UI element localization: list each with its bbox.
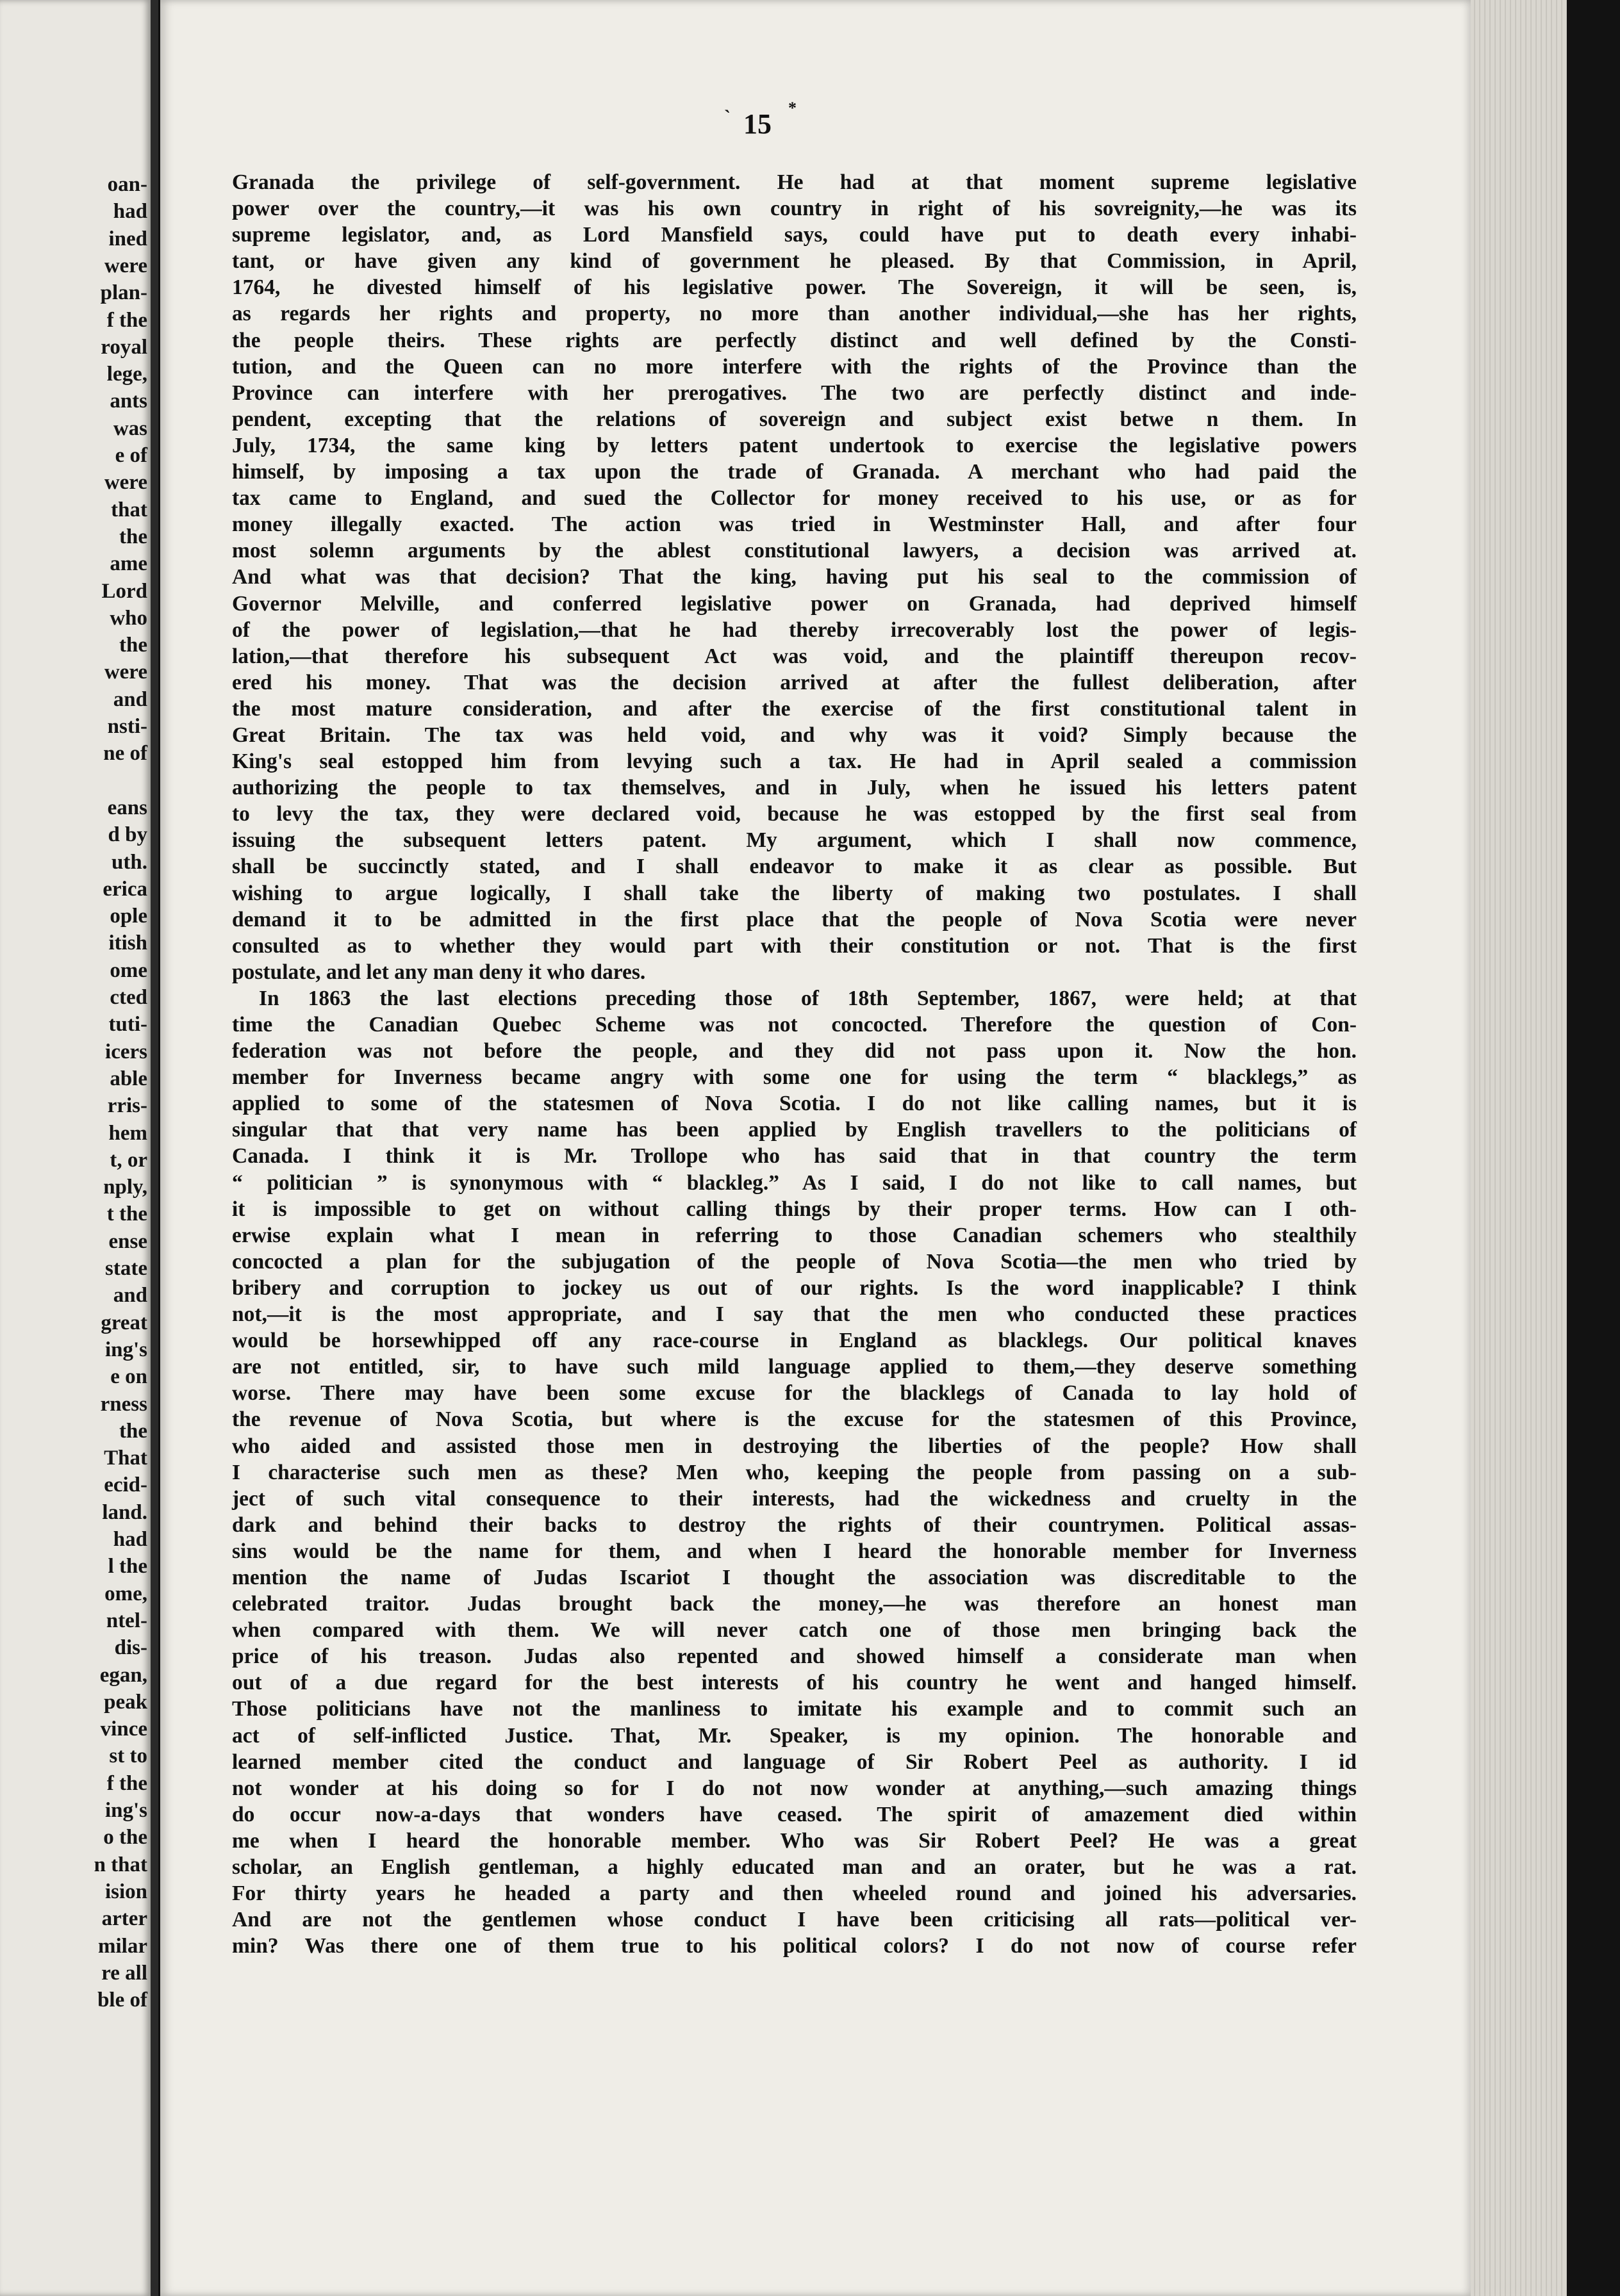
text-line: are not entitled, sir, to have such mild language applied to them,—they deserve something [232,1355,1357,1379]
text-line: do occur now-a-days that wonders have ceased. The spirit of amazement died within [232,1802,1357,1826]
text-line: learned member cited the conduct and language of Sir Robert Peel as authority. I id [232,1750,1357,1774]
left-page-fragment: re all [101,1961,147,1985]
left-page-fragment: icers [105,1040,147,1063]
left-page-fragment: That [104,1447,147,1470]
left-page-fragment: oan- [107,173,147,196]
left-page-fragment: ined [108,227,147,250]
text-line: celebrated traitor. Judas brought back the money,—he was therefore an honest man [232,1592,1357,1616]
left-page-fragment: rris- [107,1094,147,1118]
text-line: And are not the gentlemen whose conduct I have been criticising all rats—political ver- [232,1908,1357,1932]
left-page-fragment: e of [115,444,147,467]
text-line: the revenue of Nova Scotia, but where is the excuse for the statesmen of this Province, [232,1407,1357,1432]
body-text [232,169,1357,1959]
left-page-fragment: the [119,525,147,548]
text-line: to levy the tax, they were declared void, because he was estopped by the first seal from [232,802,1357,826]
text-line: erwise explain what I mean in referring to those Canadian schemers who stealthily [232,1223,1357,1247]
text-line: power over the country,—it was his own country in right of his sovreignity,—he was its [232,197,1357,221]
left-page-fragment: ants [110,390,147,413]
text-line: authorizing the people to tax themselves, and in July, when he issued his letters patent [232,776,1357,800]
text-line: Canada. I think it is Mr. Trollope who has said that in that country the term [232,1144,1357,1168]
left-page-fragment: nsti- [107,715,147,738]
left-page-fragment: ision [104,1880,147,1903]
text-line: Governor Melville, and conferred legislative power on Granada, had deprived himself [232,591,1357,616]
left-page-fragment: tuti- [108,1013,147,1037]
left-page-fragment: eans [107,796,147,819]
text-line: 1764, he divested himself of his legislative power. The Sovereign, it will be seen, is, [232,275,1357,300]
left-page-fragment: peak [104,1690,147,1714]
left-page-fragment: dis- [114,1636,147,1660]
left-page-fragment: l the [108,1555,147,1578]
gutter [151,0,158,2296]
left-page-fragment: ople [110,905,147,928]
ink-mark: ` [724,106,731,127]
left-page-fragment: uth. [112,850,147,874]
text-line: wishing to argue logically, I shall take the liberty of making two postulates. I shall [232,881,1357,905]
text-line: sins would be the name for them, and when I heard the honorable member for Inverness [232,1539,1357,1563]
left-page-fragment: t, or [110,1148,147,1172]
text-line: applied to some of the statesmen of Nova Scotia. I do not like calling names, but it is [232,1092,1357,1116]
left-page-fragment: t the [106,1202,147,1226]
left-page-fragment: that [111,498,147,521]
left-page-fragment: royal [101,335,147,359]
left-page-fragment: f the [106,308,147,332]
left-page-fragment: plan- [100,281,147,305]
left-page-fragment: state [105,1257,147,1280]
left-page-fragment: were [104,471,147,495]
text-line: ered his money. That was the decision arrived at after the fullest deliberation, after [232,670,1357,694]
left-page-fragment: f the [106,1771,147,1795]
text-line: pendent, excepting that the relations of sovereign and subject exist betwe n them. In [232,407,1357,431]
text-line: supreme legislator, and, as Lord Mansfield says, could have put to death every inhabi- [232,223,1357,247]
text-line: worse. There may have been some excuse for the blacklegs of Canada to lay hold of [232,1381,1357,1406]
text-line: dark and behind their backs to destroy the rights of their countrymen. Political assas- [232,1513,1357,1537]
left-page-fragment: st to [109,1744,147,1768]
left-page-fragment: the [119,1419,147,1443]
text-line: as regards her rights and property, no more than another individual,—she has her rights, [232,302,1357,326]
left-page-fragment: ble of [97,1988,147,2012]
left-page-fragment: ne of [103,742,147,766]
left-page-fragment: itish [108,931,147,955]
left-page-fragment: d by [108,823,147,847]
left-page-fragment: and [113,1284,147,1308]
left-page-fragment: arter [101,1907,147,1931]
left-page-fragment: ame [110,552,147,576]
text-line: federation was not before the people, and they did not pass upon it. Now the hon. [232,1039,1357,1063]
text-line: Granada the privilege of self-government. He had at that moment supreme legislative [232,170,1357,194]
text-line: ject of such vital consequence to their interests, had the wickedness and cruelty in the [232,1486,1357,1511]
text-line: me when I heard the honorable member. Who was Sir Robert Peel? He was a great [232,1828,1357,1853]
left-page-fragment: o the [103,1826,147,1849]
text-line: act of self-inflicted Justice. That, Mr. Speaker, is my opinion. The honorable and [232,1723,1357,1748]
left-page-fragment: land. [102,1500,147,1524]
left-page-fragment: e on [110,1365,147,1389]
text-line: “ politician ” is synonymous with “ blackleg.” As I said, I do not like to call names, but [232,1170,1357,1195]
left-page-fragment: able [110,1067,147,1090]
left-page-fragment: erica [103,877,147,901]
left-page-fragment: Lord [101,579,147,603]
left-page-fragment: cted [110,986,147,1009]
scan-border-right [1567,0,1620,2296]
left-facing-page [0,0,151,2296]
text-line: concocted a plan for the subjugation of the people of Nova Scotia—the men who tried by [232,1249,1357,1274]
page-number [724,99,798,140]
ink-mark: * [788,99,798,117]
text-line: would be horsewhipped off any race-course in England as blacklegs. Our political knaves [232,1329,1357,1353]
left-page-fragment: great [101,1311,147,1334]
text-line: who aided and assisted those men in destroying the liberties of the people? How shall [232,1434,1357,1458]
left-page-fragment: vince [100,1718,147,1741]
text-line: consulted as to whether they would part with their constitution or not. That is the first [232,933,1357,958]
text-line: lation,—that therefore his subsequent Act was void, and the plaintiff thereupon recov- [232,644,1357,668]
left-page-fragment: ing's [104,1799,147,1822]
text-line: July, 1734, the same king by letters patent undertook to exercise the legislative powers [232,433,1357,457]
text-line: postulate, and let any man deny it who dares. [232,960,646,984]
text-line: of the power of legislation,—that he had thereby irrecoverably lost the power of legis- [232,618,1357,642]
text-line: King's seal estopped him from levying such a tax. He had in April sealed a commission [232,750,1357,774]
text-line: member for Inverness became angry with some one for using the term “ blacklegs,” as [232,1065,1357,1090]
left-page-fragment: ecid- [104,1473,147,1497]
left-page-fragment: ense [108,1229,147,1253]
left-page-fragment: rness [100,1392,147,1416]
text-line: min? Was there one of them true to his political colors? I do not now of course refer [232,1934,1357,1958]
left-page-fragment: nply, [103,1176,147,1199]
text-line: not wonder at his doing so for I do not now wonder at anything,—such amazing things [232,1776,1357,1800]
left-page-fragment: hem [108,1121,147,1145]
left-page-fragment: ome [110,958,147,982]
left-page-fragment: ntel- [106,1609,147,1632]
text-line: scholar, an English gentleman, a highly educated man and an orater, but he was a rat. [232,1855,1357,1879]
text-line: it is impossible to get on without calling things by their proper terms. How can I oth- [232,1197,1357,1221]
text-line: issuing the subsequent letters patent. My argument, which I shall now commence, [232,828,1357,853]
text-line: shall be succinctly stated, and I shall endeavor to make it as clear as possible. But [232,855,1357,879]
left-page-fragment: had [113,1528,147,1551]
text-line: most solemn arguments by the ablest constitutional lawyers, a decision was arrived at. [232,539,1357,563]
text-line: not,—it is the most appropriate, and I say that the men who conducted these practices [232,1302,1357,1327]
text-line: For thirty years he headed a party and then wheeled round and joined his adversaries. [232,1882,1357,1906]
text-line: the most mature consideration, and after the exercise of the first constitutional talent in [232,696,1357,721]
text-line: himself, by imposing a tax upon the trade of Granada. A merchant who had paid the [232,460,1357,484]
text-line: Those politicians have not the manliness to imitate his example and to commit such an [232,1697,1357,1721]
left-page-fragment: milar [98,1934,147,1958]
left-page-fragment: was [113,416,147,440]
text-line: Province can interfere with her prerogatives. The two are perfectly distinct and inde- [232,381,1357,405]
left-page-fragment: the [119,634,147,657]
text-line: Great Britain. The tax was held void, and why was it void? Simply because the [232,723,1357,747]
left-page-fragment: lege, [106,363,147,386]
text-line: money illegally exacted. The action was tried in Westminster Hall, and after four [232,512,1357,537]
page-edges [1471,0,1567,2296]
left-page-fragment: were [104,660,147,684]
left-page-fragment: ing's [104,1338,147,1361]
text-line: mention the name of Judas Iscariot I thought the association was discreditable to the [232,1565,1357,1589]
page-number-text: 15 [743,108,772,140]
text-line: I characterise such men as these? Men who, keeping the people from passing on a sub- [232,1460,1357,1484]
left-page-fragment: ome, [104,1582,147,1605]
left-page-fragment: were [104,254,147,277]
text-line: the people theirs. These rights are perfectly distinct and well defined by the Consti- [232,328,1357,352]
text-line: And what was that decision? That the king, having put his seal to the commission of [232,565,1357,589]
text-line: tax came to England, and sued the Collector for money received to his use, or as for [232,486,1357,511]
text-line: In 1863 the last elections preceding those of 18th September, 1867, were held; at that [259,986,1357,1010]
left-page-fragment: egan, [99,1663,147,1687]
text-line: demand it to be admitted in the first place that the people of Nova Scotia were never [232,907,1357,931]
text-line: price of his treason. Judas also repented and showed himself a considerate man when [232,1644,1357,1669]
left-page-fragment: and [113,687,147,711]
text-line: time the Canadian Quebec Scheme was not concocted. Therefore the question of Con- [232,1013,1357,1037]
left-page-fragment: who [110,606,147,630]
text-line: when compared with them. We will never catch one of those men bringing back the [232,1618,1357,1643]
text-line: bribery and corruption to jockey us out of our rights. Is the word inapplicable? I think [232,1275,1357,1300]
text-line: singular that that very name has been applied by English travellers to the politicians of [232,1118,1357,1142]
left-page-fragment: n that [94,1853,147,1876]
left-page-fragment: had [113,200,147,224]
text-line: tant, or have given any kind of government he pleased. By that Commission, in April, [232,249,1357,274]
text-line: out of a due regard for the best interests of his country he went and hanged himself. [232,1671,1357,1695]
text-line: tution, and the Queen can no more interfere with the rights of the Province than the [232,354,1357,379]
